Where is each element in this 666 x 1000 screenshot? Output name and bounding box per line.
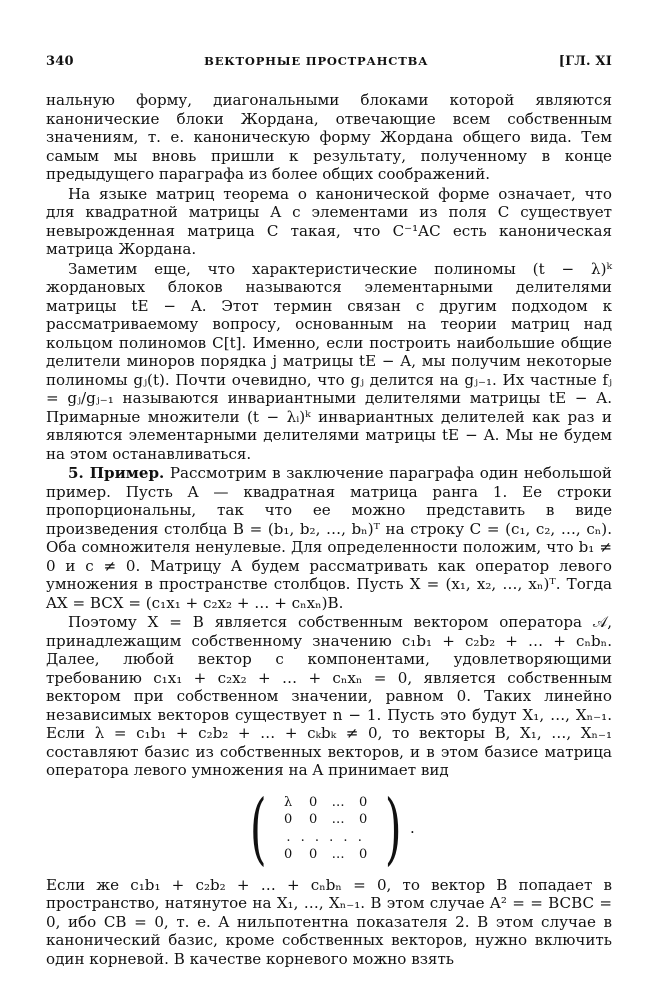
page-header: [46, 54, 612, 69]
matrix-cell: 0: [283, 847, 293, 862]
matrix-cell: 0: [358, 794, 368, 810]
matrix-cell: 0: [358, 812, 368, 827]
matrix-row: [276, 794, 376, 812]
matrix-cell: 0: [283, 812, 293, 827]
paragraph-eigenvectors: Поэтому X = B является собственным вектором оператора 𝒜, принадлежащим собственному значению c₁b₁ + c₂b₂ + … + cₙbₙ. Далее, любой вектор с компонентами, удовлетворяющими требованию c₁x₁ + c₂x₂ + … + cₙxₙ = 0, является собственным вектором при собственном значении, равном 0. Таких линейно независимых векторов существует n − 1. Пусть это будут X₁, …, Xₙ₋₁. Если λ = c₁b₁ + c₂b₂ + … + cₖbₖ ≠ 0, то векторы B, X₁, …, Xₙ₋₁ составляют базис из собственных векторов, и в этом базисе матрица оператора левого умножения на A принимает вид: [46, 613, 612, 779]
matrix-cell: 0: [358, 847, 368, 862]
matrix-cell: 0: [308, 812, 318, 827]
matrix-cell: 0: [308, 847, 318, 862]
book-page: [46, 54, 612, 968]
page-number: 340: [46, 54, 74, 69]
matrix-display: [46, 783, 612, 874]
body-text: [46, 91, 612, 968]
paragraph-2: На языке матриц теорема о канонической форме означает, что для квадратной матрицы A с элементами из поля C существует невырожденная матрица C такая, что C⁻¹AC есть каноническая матрица Жордана.: [46, 184, 612, 258]
matrix-row: [276, 846, 376, 864]
example-text: Рассмотрим в заключение параграфа один небольшой пример. Пусть A — квадратная матрица ранга 1. Ее строки пропорциональны, так что ее можно представить в виде произведения столбца B = (b₁, b₂, …, bₙ)ᵀ на строку C = (c₁, c₂, …, cₙ). Оба сомножителя ненулевые. Для определенности положим, что b₁ ≠ 0 и c ≠ 0. Матрицу A будем рассматривать как оператор левого умножения в пространстве столбцов. Пусть X = (x₁, x₂, …, xₙ)ᵀ. Тогда AX = BCX = (c₁x₁ + c₂x₂ + … + cₙxₙ)B.: [46, 464, 612, 612]
matrix-right-bracket: ): [384, 783, 402, 874]
example-heading: 5. Пример.: [68, 464, 165, 482]
paragraph-1: нальную форму, диагональными блоками которой являются канонические блоки Жордана, отвечающие всем собственным значениям, т. е. каноническую форму Жордана общего вида. Тем самым мы вновь пришли к результату, полученному в конце предыдущего параграфа из более общих соображений.: [46, 91, 612, 183]
matrix-end-mark: .: [410, 819, 415, 838]
matrix-row: [276, 829, 376, 847]
matrix-cell: 0: [308, 794, 318, 810]
matrix-cell: λ: [283, 794, 293, 810]
matrix-dots-row: . . . . . .: [286, 829, 365, 845]
matrix-left-bracket: (: [250, 783, 267, 874]
paragraph-3: Заметим еще, что характеристические полиномы (t − λ)ᵏ жордановых блоков называются элементарными делителями матрицы tE − A. Этот термин связан с другим подходом к рассматриваемому вопросу, основанным на теории матриц над кольцом полиномов C[t]. Именно, если построить наибольшие общие делители миноров порядка j матрицы tE − A, мы получим некоторые полиномы gⱼ(t). Почти очевидно, что gⱼ делится на gⱼ₋₁. Их частные fⱼ = gⱼ/gⱼ₋₁ называются инвариантными делителями матрицы tE − A. Примарные множители (t − λᵢ)ᵏ инвариантных делителей как раз и являются элементарными делителями матрицы tE − A. Мы не будем на этом останавливаться.: [46, 259, 612, 463]
running-title: ВЕКТОРНЫЕ ПРОСТРАНСТВА: [204, 54, 429, 68]
final-paragraph: Если же c₁b₁ + c₂b₂ + … + cₙbₙ = 0, то вектор B попадает в пространство, натянутое на X₁, …, Xₙ₋₁. В этом случае A² = = BCBC = 0, ибо CB = 0, т. е. A нильпотентна показателя 2. В этом случае в канонический базис, кроме собственных векторов, нужно включить один корневой. В качестве корневого можно взять: [46, 875, 612, 968]
example-paragraph: [46, 464, 612, 612]
matrix-body: [274, 794, 378, 864]
matrix-cell: …: [331, 794, 345, 810]
matrix-cell: …: [331, 847, 345, 862]
chapter-label: [ГЛ. XI: [558, 54, 612, 69]
matrix-row: [276, 811, 376, 829]
matrix-cell: …: [331, 812, 345, 827]
